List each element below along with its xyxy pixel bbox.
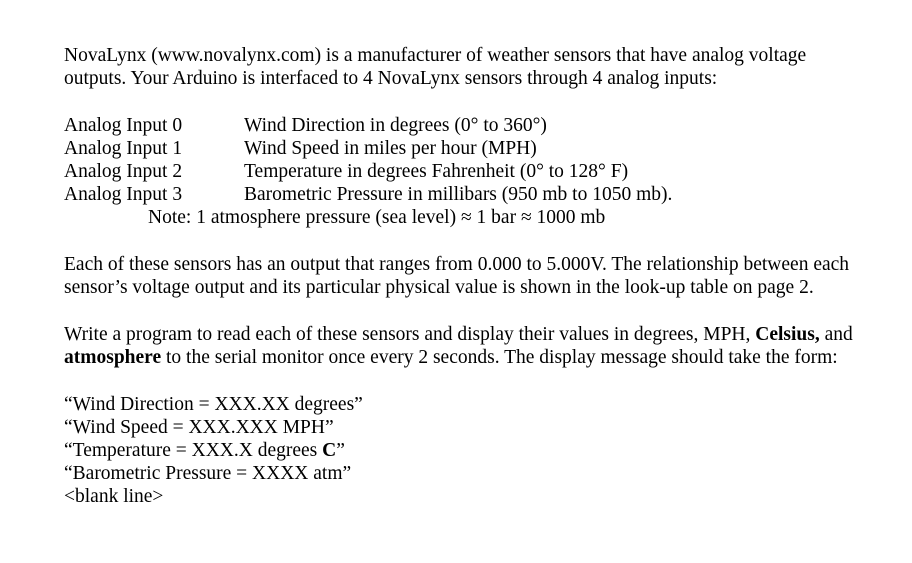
program-instructions-paragraph xyxy=(64,323,864,369)
spacer xyxy=(64,299,864,323)
analog-input-description: Barometric Pressure in millibars (950 mb to 1050 mb). xyxy=(244,184,673,205)
spacer xyxy=(64,90,864,114)
instruction-text: and xyxy=(819,324,853,345)
celsius-emphasis: Celsius xyxy=(755,324,815,345)
analog-input-description: Temperature in degrees Fahrenheit (0° to 128° F) xyxy=(244,161,629,182)
analog-input-list xyxy=(64,114,864,229)
celsius-unit-emphasis: C xyxy=(322,440,337,461)
spacer xyxy=(64,369,864,393)
format-line-temperature xyxy=(64,439,864,462)
analog-input-label: Analog Input 3 xyxy=(64,184,183,205)
format-text: “Temperature = XXX.X degrees xyxy=(64,440,323,461)
format-text: ” xyxy=(336,440,345,461)
format-line-pressure: “Barometric Pressure = XXXX atm” xyxy=(64,463,352,484)
analog-input-row xyxy=(64,160,864,183)
instruction-text: Write a program to read each of these sensors and display their values in degrees, MPH, xyxy=(64,324,756,345)
analog-input-row xyxy=(64,137,864,160)
atmosphere-emphasis: atmosphere xyxy=(64,347,162,368)
analog-input-row xyxy=(64,183,864,206)
intro-paragraph: NovaLynx (www.novalynx.com) is a manufacturer of weather sensors that have analog voltage outputs. Your Arduino is interfaced to 4 NovaLynx sensors through 4 analog inputs: xyxy=(64,45,807,89)
instruction-text: to the serial monitor once every 2 seconds. The display message should take the form: xyxy=(161,347,838,368)
pressure-note: Note: 1 atmosphere pressure (sea level) ≈ 1 bar ≈ 1000 mb xyxy=(148,207,606,228)
analog-input-label: Analog Input 1 xyxy=(64,138,183,159)
spacer xyxy=(64,229,864,253)
format-line-wind-direction: “Wind Direction = XXX.XX degrees” xyxy=(64,394,363,415)
sensor-output-paragraph: Each of these sensors has an output that ranges from 0.000 to 5.000V. The relationship between each sensor’s voltage output and its particular physical value is shown in the look-up table on page 2. xyxy=(64,254,850,298)
format-line-wind-speed: “Wind Speed = XXX.XXX MPH” xyxy=(64,417,334,438)
analog-input-row xyxy=(64,114,864,137)
comma-emphasis: , xyxy=(814,324,820,345)
analog-input-description: Wind Speed in miles per hour (MPH) xyxy=(244,138,537,159)
analog-input-label: Analog Input 0 xyxy=(64,115,183,136)
analog-input-label: Analog Input 2 xyxy=(64,161,183,182)
display-format-list xyxy=(64,393,864,508)
analog-input-description: Wind Direction in degrees (0° to 360°) xyxy=(244,115,547,136)
document-body xyxy=(64,44,864,508)
format-line-blank: <blank line> xyxy=(64,486,164,507)
